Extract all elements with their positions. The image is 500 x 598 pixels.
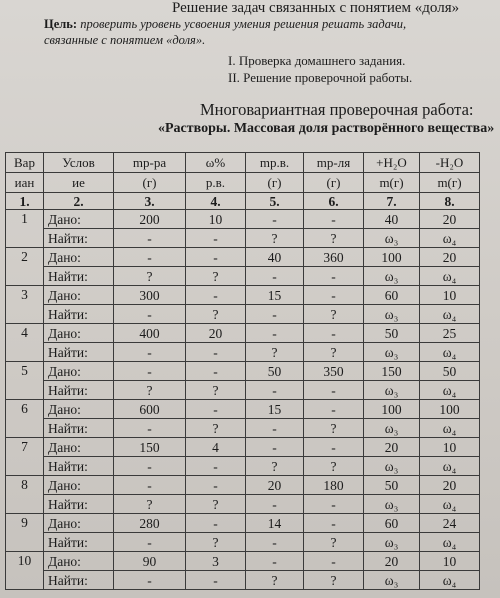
header-row-2: [6, 173, 480, 193]
find-cell: -: [114, 533, 186, 552]
find-cell: -: [114, 343, 186, 362]
find-cell: -: [304, 495, 364, 514]
column-header-6-line-2: (г): [304, 173, 364, 193]
given-cell: 20: [246, 476, 304, 495]
given-label: Дано:: [44, 324, 114, 343]
find-cell: -: [186, 229, 246, 248]
given-cell: -: [186, 476, 246, 495]
find-cell: ω₃: [364, 457, 420, 476]
column-header-7-line-2: m(г): [364, 173, 420, 193]
find-cell: ω₄: [420, 343, 480, 362]
find-cell: ω₃: [364, 571, 420, 590]
variant-given-row: [6, 438, 480, 457]
variant-number: 7: [6, 438, 44, 476]
column-number: 3.: [114, 193, 186, 210]
find-cell: ?: [186, 495, 246, 514]
find-cell: ?: [186, 305, 246, 324]
find-cell: ω₃: [364, 419, 420, 438]
find-cell: -: [304, 381, 364, 400]
find-cell: ω₃: [364, 229, 420, 248]
variant-find-row: [6, 305, 480, 324]
given-cell: -: [246, 438, 304, 457]
find-cell: ?: [246, 229, 304, 248]
find-cell: ?: [304, 571, 364, 590]
find-label: Найти:: [44, 419, 114, 438]
find-label: Найти:: [44, 381, 114, 400]
given-cell: -: [114, 362, 186, 381]
given-cell: -: [186, 400, 246, 419]
given-cell: 20: [186, 324, 246, 343]
given-cell: 4: [186, 438, 246, 457]
given-cell: 350: [304, 362, 364, 381]
find-cell: ω₃: [364, 343, 420, 362]
given-cell: 10: [420, 438, 480, 457]
column-header-5-line-2: (г): [246, 173, 304, 193]
variant-find-row: [6, 419, 480, 438]
variant-given-row: [6, 248, 480, 267]
find-cell: -: [246, 381, 304, 400]
find-cell: -: [186, 571, 246, 590]
find-cell: ω₄: [420, 381, 480, 400]
given-cell: 150: [364, 362, 420, 381]
variant-find-row: [6, 457, 480, 476]
header-row-1: [6, 153, 480, 173]
given-label: Дано:: [44, 362, 114, 381]
find-cell: -: [186, 457, 246, 476]
variant-find-row: [6, 533, 480, 552]
find-cell: ?: [246, 457, 304, 476]
find-cell: ?: [186, 381, 246, 400]
variant-number: 1: [6, 210, 44, 248]
given-cell: 280: [114, 514, 186, 533]
column-header-8-line-1: -H₂O: [420, 153, 480, 173]
goal-block: [44, 16, 500, 48]
variant-number: 5: [6, 362, 44, 400]
given-cell: 200: [114, 210, 186, 229]
given-cell: -: [304, 324, 364, 343]
variant-given-row: [6, 400, 480, 419]
variant-given-row: [6, 210, 480, 229]
given-cell: -: [304, 438, 364, 457]
given-label: Дано:: [44, 286, 114, 305]
given-cell: -: [304, 286, 364, 305]
given-cell: 20: [420, 210, 480, 229]
variants-table: [5, 152, 480, 590]
given-cell: 100: [420, 400, 480, 419]
given-cell: 50: [364, 476, 420, 495]
column-header-7-line-1: +H₂O: [364, 153, 420, 173]
find-cell: -: [114, 305, 186, 324]
variant-find-row: [6, 229, 480, 248]
given-cell: -: [186, 248, 246, 267]
given-cell: 50: [364, 324, 420, 343]
find-cell: ?: [304, 533, 364, 552]
given-cell: -: [246, 210, 304, 229]
column-header-4-line-1: ω%: [186, 153, 246, 173]
given-cell: 14: [246, 514, 304, 533]
find-label: Найти:: [44, 267, 114, 286]
find-label: Найти:: [44, 571, 114, 590]
find-cell: -: [114, 457, 186, 476]
variant-find-row: [6, 571, 480, 590]
find-cell: ?: [186, 533, 246, 552]
page-title: Решение задач связанных с понятием «доля»: [172, 0, 460, 16]
find-cell: ω₃: [364, 533, 420, 552]
find-cell: ω₄: [420, 533, 480, 552]
column-number: 5.: [246, 193, 304, 210]
plan-item-1: I. Проверка домашнего задания.: [228, 53, 406, 68]
column-header-4-line-2: р.в.: [186, 173, 246, 193]
find-cell: ω₃: [364, 305, 420, 324]
given-cell: -: [186, 286, 246, 305]
column-header-3-line-1: mр-ра: [114, 153, 186, 173]
work-subheading: «Растворы. Массовая доля растворённого вещества»: [158, 121, 495, 136]
variant-given-row: [6, 552, 480, 571]
given-cell: 20: [420, 476, 480, 495]
given-cell: 60: [364, 514, 420, 533]
find-cell: -: [246, 305, 304, 324]
find-cell: ω₄: [420, 305, 480, 324]
given-cell: 20: [364, 438, 420, 457]
given-cell: 90: [114, 552, 186, 571]
variant-find-row: [6, 343, 480, 362]
find-cell: -: [114, 571, 186, 590]
given-cell: -: [246, 552, 304, 571]
given-cell: 20: [420, 248, 480, 267]
given-label: Дано:: [44, 248, 114, 267]
variant-number: 2: [6, 248, 44, 286]
given-cell: 360: [304, 248, 364, 267]
find-cell: -: [246, 495, 304, 514]
find-label: Найти:: [44, 343, 114, 362]
given-cell: 50: [246, 362, 304, 381]
column-number: 6.: [304, 193, 364, 210]
find-cell: -: [304, 267, 364, 286]
find-cell: -: [246, 267, 304, 286]
find-cell: ω₄: [420, 419, 480, 438]
given-cell: -: [114, 476, 186, 495]
given-cell: 24: [420, 514, 480, 533]
given-cell: -: [304, 210, 364, 229]
find-cell: ω₄: [420, 571, 480, 590]
given-cell: 150: [114, 438, 186, 457]
given-cell: 40: [246, 248, 304, 267]
variant-given-row: [6, 514, 480, 533]
goal-text-line-1: проверить уровень усвоения умения решения решать задачи,: [80, 17, 407, 31]
given-cell: -: [186, 362, 246, 381]
find-cell: -: [246, 419, 304, 438]
find-cell: ?: [114, 381, 186, 400]
find-label: Найти:: [44, 495, 114, 514]
variant-number: 6: [6, 400, 44, 438]
column-header-1-line-1: Вар: [6, 153, 44, 173]
column-header-1-line-2: иан: [6, 173, 44, 193]
given-cell: 15: [246, 286, 304, 305]
variant-given-row: [6, 476, 480, 495]
given-cell: -: [246, 324, 304, 343]
find-cell: ?: [114, 495, 186, 514]
column-header-2-line-2: ие: [44, 173, 114, 193]
given-label: Дано:: [44, 476, 114, 495]
find-cell: ?: [246, 571, 304, 590]
find-label: Найти:: [44, 457, 114, 476]
given-cell: 50: [420, 362, 480, 381]
variant-given-row: [6, 286, 480, 305]
plan-item-2: II. Решение проверочной работы.: [228, 70, 413, 85]
find-cell: ?: [114, 267, 186, 286]
find-cell: -: [246, 533, 304, 552]
find-cell: ?: [304, 419, 364, 438]
given-cell: -: [304, 552, 364, 571]
given-cell: 100: [364, 248, 420, 267]
given-cell: -: [304, 400, 364, 419]
given-label: Дано:: [44, 514, 114, 533]
given-cell: 100: [364, 400, 420, 419]
column-header-8-line-2: m(г): [420, 173, 480, 193]
given-cell: 60: [364, 286, 420, 305]
find-label: Найти:: [44, 305, 114, 324]
find-cell: ω₃: [364, 381, 420, 400]
find-cell: ?: [304, 229, 364, 248]
find-cell: ω₄: [420, 229, 480, 248]
variant-number: 10: [6, 552, 44, 590]
given-cell: 10: [420, 552, 480, 571]
column-number-row: [6, 193, 480, 210]
find-cell: ω₄: [420, 267, 480, 286]
find-cell: ω₄: [420, 495, 480, 514]
given-cell: -: [186, 514, 246, 533]
work-heading: Многовариантная проверочная работа:: [200, 100, 474, 119]
given-label: Дано:: [44, 552, 114, 571]
find-cell: -: [114, 419, 186, 438]
given-cell: -: [114, 248, 186, 267]
find-cell: ?: [186, 419, 246, 438]
find-cell: -: [114, 229, 186, 248]
column-header-3-line-2: (г): [114, 173, 186, 193]
variant-number: 3: [6, 286, 44, 324]
given-cell: 3: [186, 552, 246, 571]
given-cell: 400: [114, 324, 186, 343]
goal-label: Цель:: [44, 17, 78, 31]
variant-find-row: [6, 267, 480, 286]
given-label: Дано:: [44, 400, 114, 419]
find-cell: ?: [304, 305, 364, 324]
column-number: 4.: [186, 193, 246, 210]
variant-find-row: [6, 381, 480, 400]
column-header-2-line-1: Услов: [44, 153, 114, 173]
find-label: Найти:: [44, 229, 114, 248]
given-label: Дано:: [44, 438, 114, 457]
given-cell: 10: [420, 286, 480, 305]
given-cell: 20: [364, 552, 420, 571]
given-cell: 10: [186, 210, 246, 229]
column-number: 2.: [44, 193, 114, 210]
find-cell: ω₄: [420, 457, 480, 476]
given-cell: 15: [246, 400, 304, 419]
goal-text-line-2: связанные с понятием «доля».: [44, 33, 206, 47]
find-cell: ?: [304, 343, 364, 362]
find-cell: ω₃: [364, 267, 420, 286]
given-cell: 40: [364, 210, 420, 229]
find-cell: ω₃: [364, 495, 420, 514]
find-label: Найти:: [44, 533, 114, 552]
given-label: Дано:: [44, 210, 114, 229]
given-cell: 25: [420, 324, 480, 343]
given-cell: 180: [304, 476, 364, 495]
given-cell: 300: [114, 286, 186, 305]
find-cell: ?: [186, 267, 246, 286]
find-cell: ?: [304, 457, 364, 476]
variant-number: 8: [6, 476, 44, 514]
variant-given-row: [6, 362, 480, 381]
variant-find-row: [6, 495, 480, 514]
column-number: 1.: [6, 193, 44, 210]
column-header-6-line-1: mр-ля: [304, 153, 364, 173]
column-number: 8.: [420, 193, 480, 210]
column-header-5-line-1: mр.в.: [246, 153, 304, 173]
variant-given-row: [6, 324, 480, 343]
find-cell: -: [186, 343, 246, 362]
given-cell: 600: [114, 400, 186, 419]
find-cell: ?: [246, 343, 304, 362]
variant-number: 9: [6, 514, 44, 552]
variant-number: 4: [6, 324, 44, 362]
given-cell: -: [304, 514, 364, 533]
column-number: 7.: [364, 193, 420, 210]
